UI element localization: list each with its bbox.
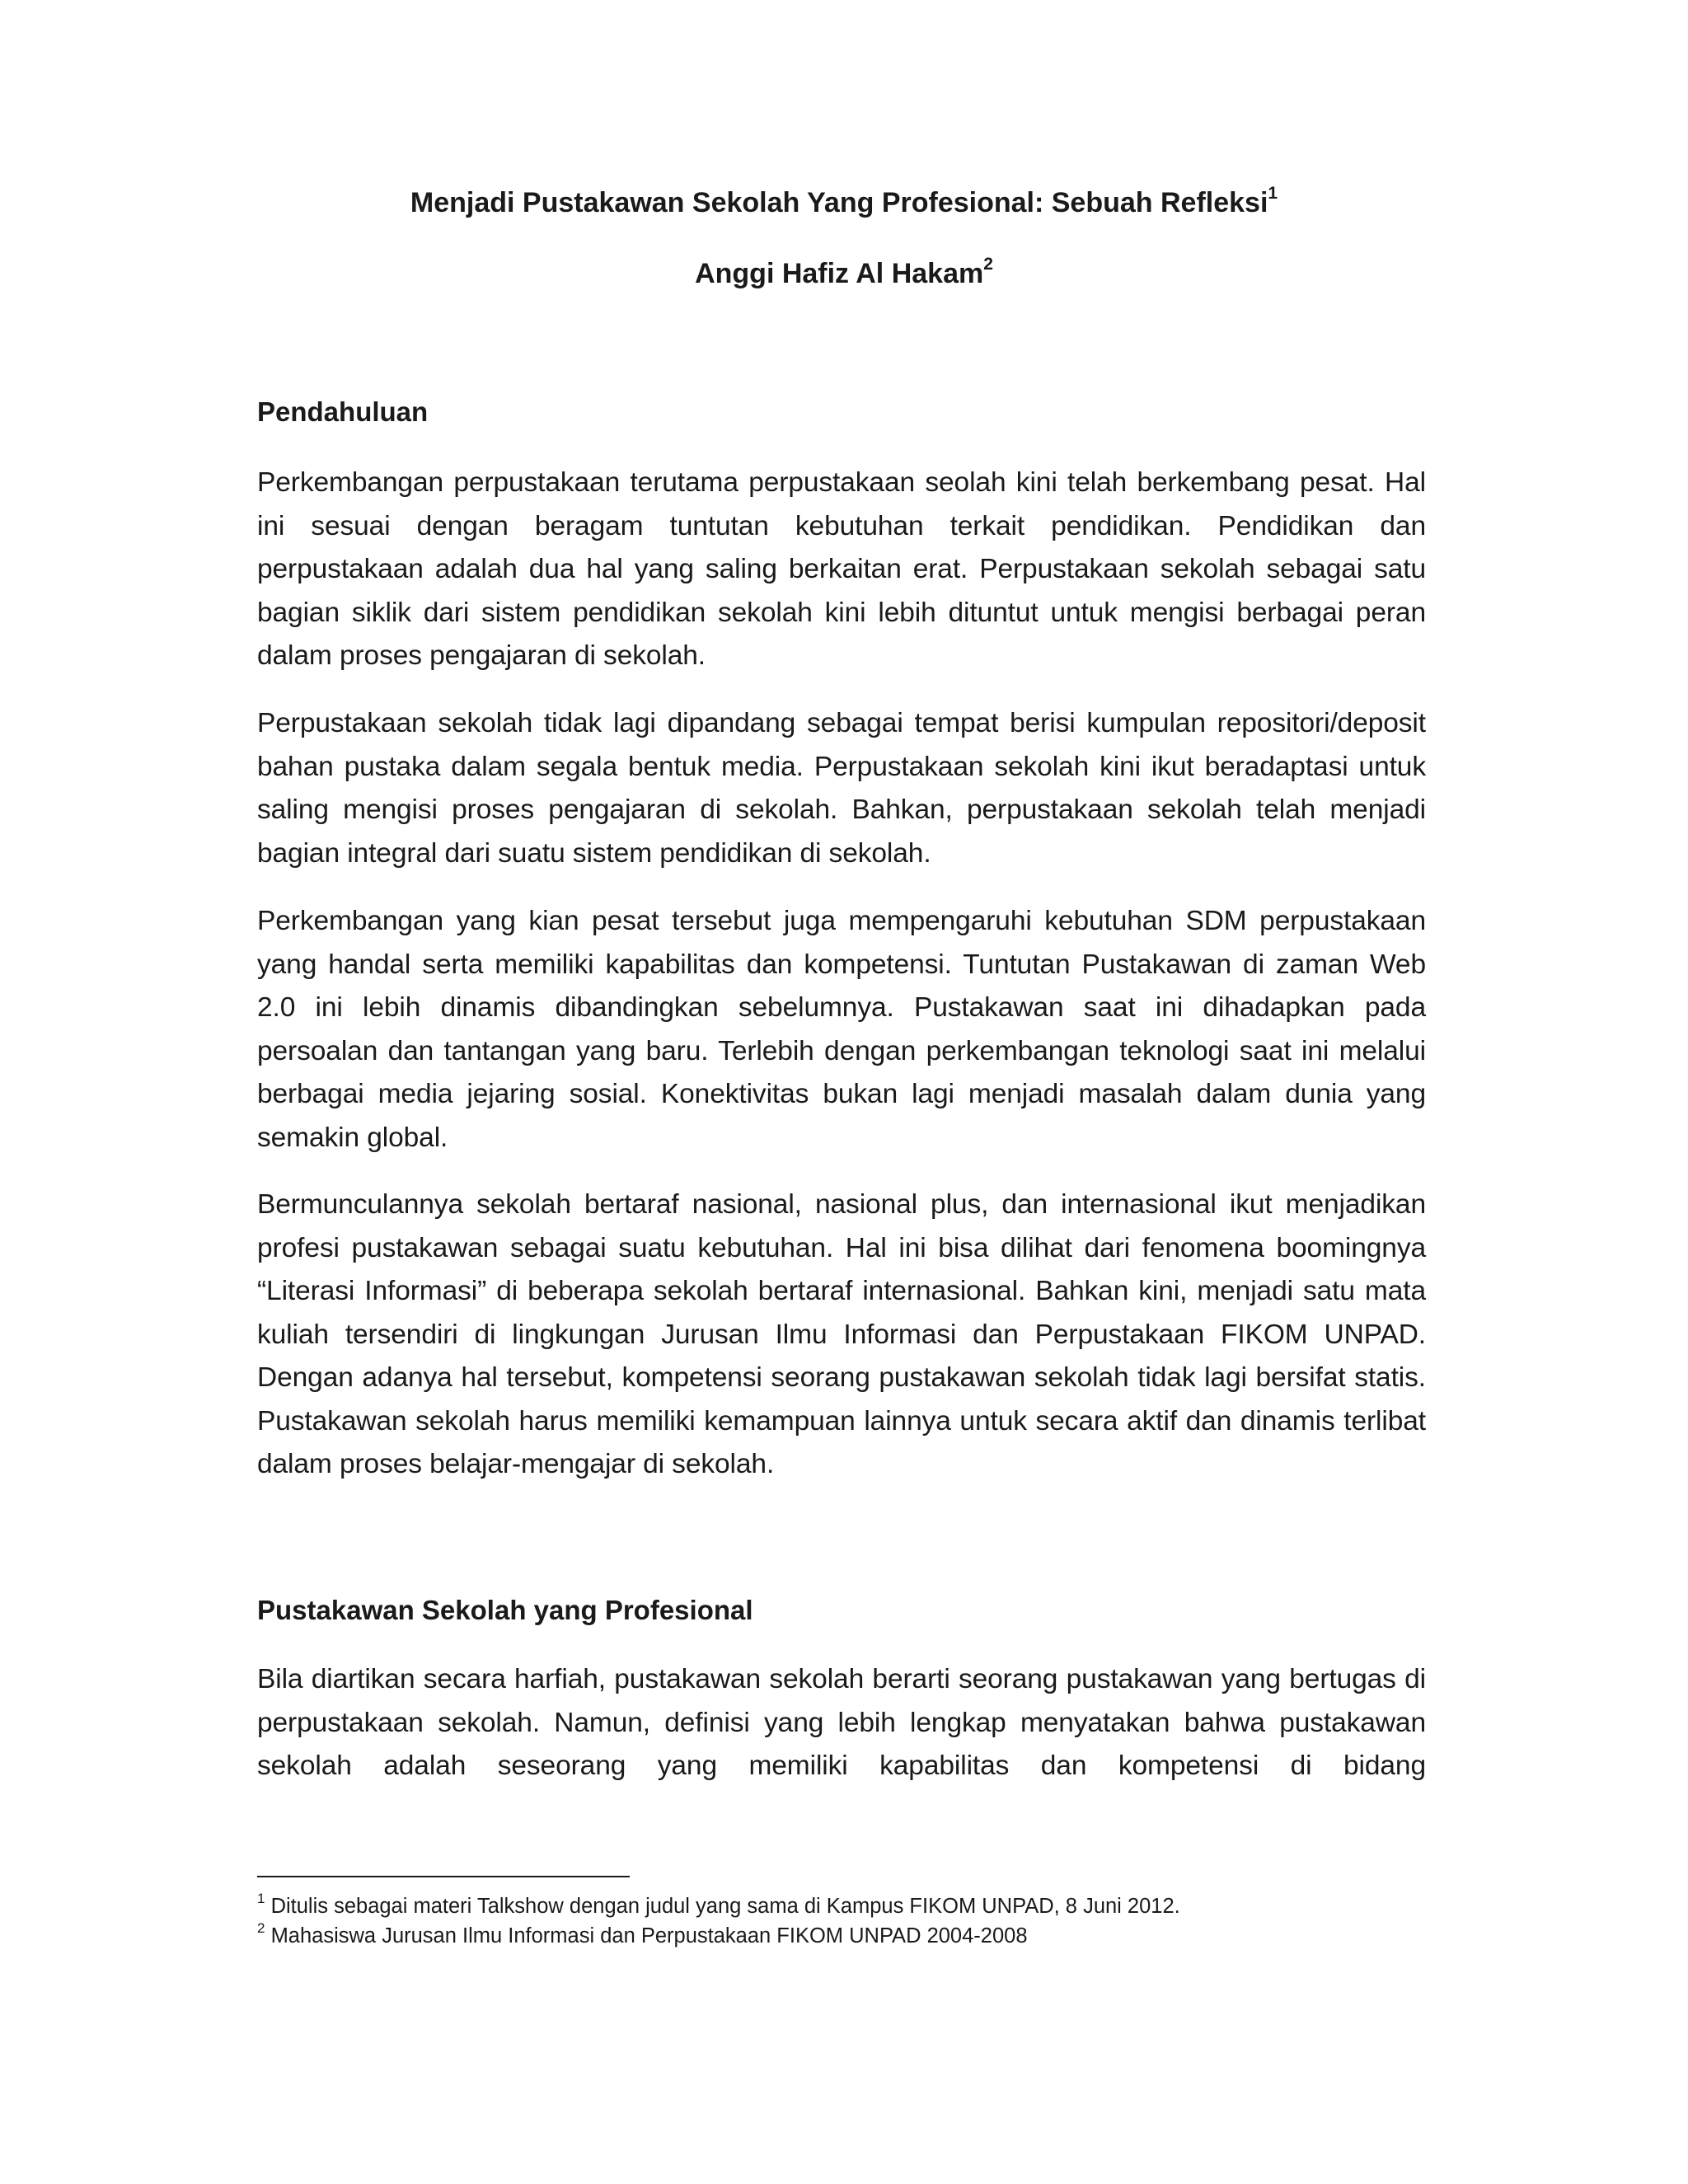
footnote-divider [257,1876,630,1877]
section-heading-pendahuluan: Pendahuluan [257,396,429,427]
paragraph: Perkembangan yang kian pesat tersebut juga mempengaruhi kebutuhan SDM perpustakaan yang handal serta memiliki kapabilitas dan kompetensi. Tuntutan Pustakawan di zaman Web 2.0 ini lebih dinamis dibandingkan sebelumnya. Pustakawan saat ini dihadapkan pada persoalan dan tantangan yang baru. Terlebih dengan perkembangan teknologi saat ini melalui berbagai media jejaring sosial. Konektivitas bukan lagi menjadi masalah dalam dunia yang semakin global. [257,906,1426,1153]
author-footnote-ref: 2 [983,254,993,274]
author-name: Anggi Hafiz Al Hakam [695,258,984,289]
paragraph: Perpustakaan sekolah tidak lagi dipandang sebagai tempat berisi kumpulan repositori/deposit bahan pustaka dalam segala bentuk media. Perpustakaan sekolah kini ikut beradaptasi untuk saling mengisi proses pengajaran di sekolah. Bahkan, perpustakaan sekolah telah menjadi bagian integral dari suatu sistem pendidikan di sekolah. [257,708,1426,869]
paragraph: Perkembangan perpustakaan terutama perpustakaan seolah kini telah berkembang pesat. Hal ini sesuai dengan beragam tuntutan kebutuhan terkait pendidikan. Pendidikan dan perpustakaan adalah dua hal yang saling berkaitan erat. Perpustakaan sekolah sebagai satu bagian siklik dari sistem pendidikan sekolah kini lebih dituntut untuk mengisi berbagai peran dalam proses pengajaran di sekolah. [257,467,1426,671]
section-heading-pustakawan-profesional: Pustakawan Sekolah yang Profesional [257,1595,753,1625]
footnote-text: Ditulis sebagai materi Talkshow dengan judul yang sama di Kampus FIKOM UNPAD, 8 Juni 2012. [270,1895,1180,1918]
footnote-2 [257,1919,1428,1950]
footnote-1 [257,1892,1428,1920]
paragraph: Bila diartikan secara harfiah, pustakawan sekolah berarti seorang pustakawan yang bertugas di perpustakaan sekolah. Namun, definisi yang lebih lengkap menyatakan bahwa pustakawan sekolah adalah seseorang yang memiliki kapabilitas dan kompetensi di bidang [257,1664,1426,1781]
document-author [0,255,1688,292]
footnote-text: Mahasiswa Jurusan Ilmu Informasi dan Perpustakaan FIKOM UNPAD 2004-2008 [270,1924,1028,1947]
footnote-mark: 2 [257,1919,265,1936]
paragraph: Bermunculannya sekolah bertaraf nasional, nasional plus, dan internasional ikut menjadikan profesi pustakawan sebagai suatu kebutuhan. Hal ini bisa dilihat dari fenomena boomingnya “Literasi Informasi” di beberapa sekolah bertaraf internasional. Bahkan kini, menjadi satu mata kuliah tersendiri di lingkungan Jurusan Ilmu Informasi dan Perpustakaan FIKOM UNPAD. Dengan adanya hal tersebut, kompetensi seorang pustakawan sekolah tidak lagi bersifat statis. Pustakawan sekolah harus memiliki kemampuan lainnya untuk secara aktif dan dinamis terlibat dalam proses belajar-mengajar di sekolah. [257,1189,1426,1479]
document-title-text: Menjadi Pustakawan Sekolah Yang Profesional: Sebuah Refleksi [410,187,1268,218]
footnote-mark: 1 [257,1890,265,1906]
title-footnote-ref: 1 [1268,183,1278,203]
document-title [0,185,1688,221]
